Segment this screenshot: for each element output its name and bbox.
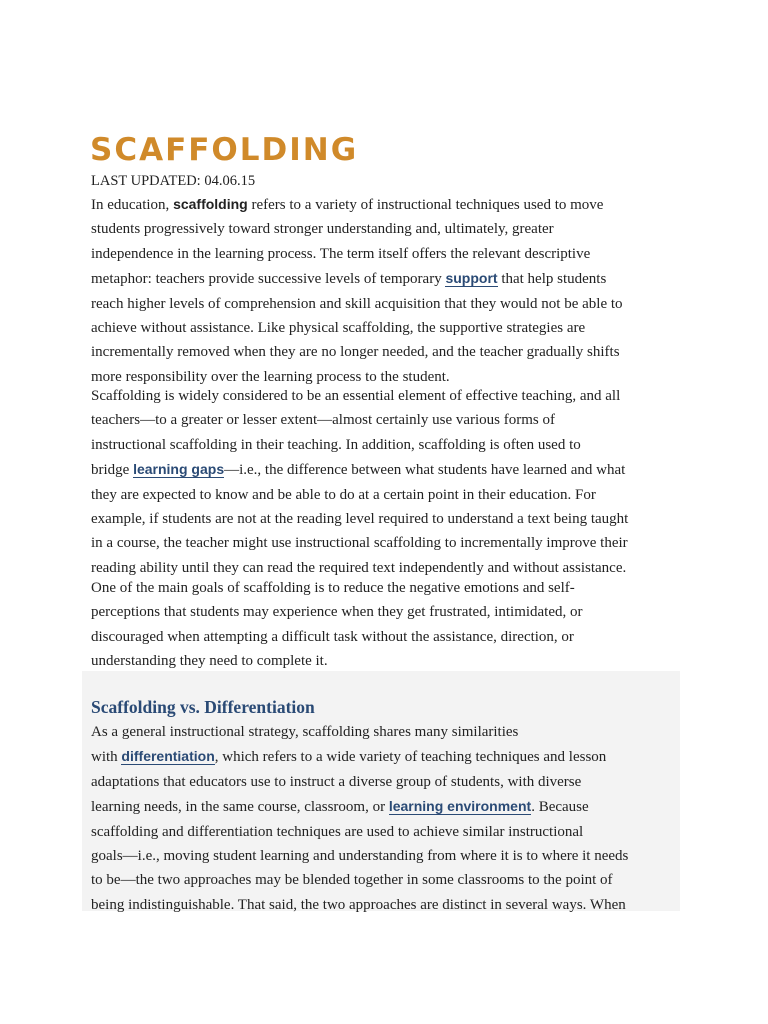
text-line: goals—i.e., moving student learning and understanding from where it is to where it needs: [91, 848, 629, 865]
text-segment: with: [91, 749, 122, 766]
text-line: teachers—to a greater or lesser extent—almost certainly use various forms of: [91, 412, 555, 429]
text-line: [91, 266, 681, 291]
text-segment: metaphor: teachers provide successive levels of temporary: [91, 271, 446, 288]
learning-environment-link[interactable]: learning environment: [388, 798, 532, 815]
text-line: [91, 744, 681, 769]
text-segment: . Because: [531, 799, 589, 816]
text-line: students progressively toward stronger understanding and, ultimately, greater: [91, 221, 554, 238]
text-segment: bridge: [91, 462, 134, 479]
text-line: reach higher levels of comprehension and skill acquisition that they would not be able to: [91, 295, 623, 312]
text-line: adaptations that educators use to instruct a diverse group of students, with diverse: [91, 773, 582, 790]
text-line: incrementally removed when they are no longer needed, and the teacher gradually shifts: [91, 344, 620, 361]
learning-gaps-link[interactable]: learning gaps: [133, 461, 225, 478]
text-line: being indistinguishable. That said, the two approaches are distinct in several ways. When: [91, 896, 626, 913]
last-updated-date: LAST UPDATED: 04.06.15: [91, 173, 256, 189]
text-segment: , which refers to a wide variety of teaching techniques and lesson: [214, 749, 607, 766]
differentiation-link[interactable]: differentiation: [121, 748, 215, 765]
text-line: One of the main goals of scaffolding is to reduce the negative emotions and self-: [91, 580, 575, 596]
text-line: As a general instructional strategy, scaffolding shares many similarities: [91, 724, 519, 740]
text-line: discouraged when attempting a difficult task without the assistance, direction, or: [91, 628, 574, 645]
text-line: in a course, the teacher might use instructional scaffolding to incrementally improve their: [91, 535, 628, 552]
text-segment: that help students: [497, 271, 607, 288]
text-segment: learning needs, in the same course, classroom, or: [91, 799, 389, 816]
intro-paragraph: [91, 192, 681, 389]
text-line: instructional scaffolding in their teaching. In addition, scaffolding is often used to: [91, 436, 581, 453]
text-line: perceptions that students may experience when they get frustrated, intimidated, or: [91, 604, 583, 621]
text-line: [91, 457, 681, 482]
text-line: reading ability until they can read the required text independently and without assistance.: [91, 559, 627, 576]
text-segment: —i.e., the difference between what students have learned and what: [224, 462, 626, 479]
text-line: [91, 192, 681, 217]
text-line: example, if students are not at the reading level required to understand a text being taught: [91, 511, 629, 528]
keyword-scaffolding: scaffolding: [173, 196, 248, 212]
main-goals-paragraph: [91, 576, 681, 674]
text-line: [91, 794, 681, 819]
article-title: SCAFFOLDING: [90, 132, 359, 168]
text-line: independence in the learning process. The term itself offers the relevant descriptive: [91, 245, 591, 262]
support-link[interactable]: support: [445, 270, 498, 287]
differentiation-paragraph: [91, 720, 681, 917]
text-line: understanding they need to complete it.: [91, 653, 328, 670]
text-segment: refers to a variety of instructional techniques used to move: [247, 197, 604, 213]
text-line: Scaffolding is widely considered to be an essential element of effective teaching, and all: [91, 388, 621, 404]
text-line: to be—the two approaches may be blended together in some classrooms to the point of: [91, 872, 613, 889]
section-heading: Scaffolding vs. Differentiation: [91, 697, 315, 717]
text-line: scaffolding and differentiation techniques are used to achieve similar instructional: [91, 823, 584, 840]
essential-element-paragraph: [91, 384, 681, 580]
text-line: more responsibility over the learning process to the student.: [91, 368, 450, 385]
text-line: they are expected to know and be able to do at a certain point in their education. For: [91, 486, 596, 503]
text-segment: In education,: [91, 197, 174, 213]
text-line: achieve without assistance. Like physical scaffolding, the supportive strategies are: [91, 320, 586, 337]
